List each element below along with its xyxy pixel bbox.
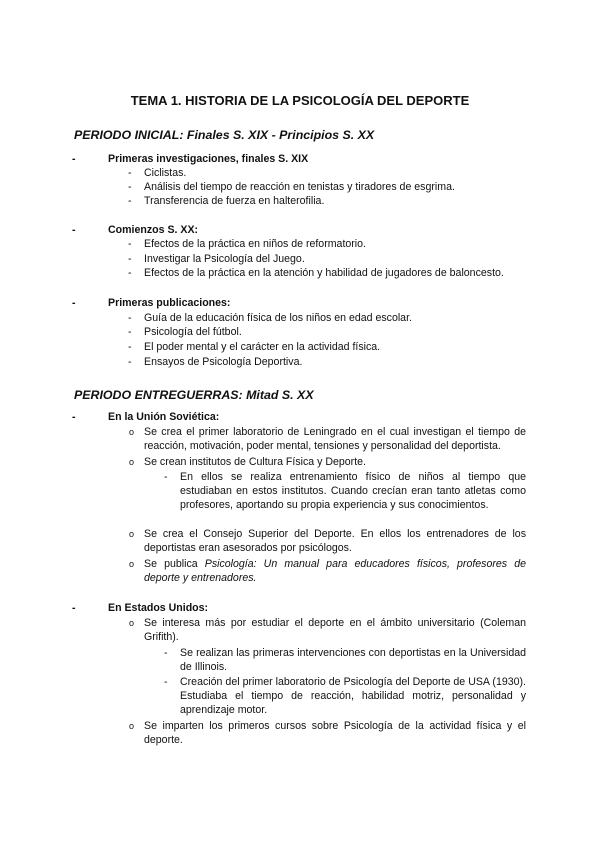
group-title-union-sovietica: - En la Unión Soviética: xyxy=(108,410,219,424)
list-item: - Creación del primer laboratorio de Psicología del Deporte de USA (1930). Estudiaba el tiempo de reacción, habilidad motriz, personalidad y aprendizaje motor. xyxy=(180,675,526,717)
list-item: - Efectos de la práctica en la atención y habilidad de jugadores de baloncesto. xyxy=(144,266,504,280)
list-item: o Se crea el Consejo Superior del Deporte. En ellos los entrenadores de los deportistas eran asesorados por psicólogos. xyxy=(144,527,526,555)
list-item xyxy=(144,557,526,585)
group-title-investigaciones: - Primeras investigaciones, finales S. XIX xyxy=(108,152,308,166)
list-item: o Se imparten los primeros cursos sobre Psicología de la actividad física y el deporte. xyxy=(144,719,526,747)
group-title-estados-unidos: - En Estados Unidos: xyxy=(108,601,208,615)
list-item: o Se crea el primer laboratorio de Leningrado en el cual investigan el tiempo de reacción, motivación, poder mental, tensiones y personalidad del deportista. xyxy=(144,425,526,453)
list-item: - En ellos se realiza entrenamiento físico de niños al tiempo que estudiaban en estos institutos. Cuando crecían eran tanto atletas como profesores, aportando su propia experiencia y sus conocimientos. xyxy=(180,470,526,512)
list-item: - Transferencia de fuerza en halterofilia. xyxy=(144,194,324,208)
list-item: - Investigar la Psicología del Juego. xyxy=(144,252,305,266)
list-item: o Se interesa más por estudiar el deporte en el ámbito universitario (Coleman Grifith). xyxy=(144,616,526,644)
list-item: - Ensayos de Psicología Deportiva. xyxy=(144,355,302,369)
publication-prefix: Se publica xyxy=(144,558,205,570)
group-title-publicaciones: - Primeras publicaciones: xyxy=(108,296,230,310)
section-heading-periodo-inicial: PERIODO INICIAL: Finales S. XIX - Principios S. XX xyxy=(74,128,375,142)
list-item: - Ciclistas. xyxy=(144,166,186,180)
section-heading-entreguerras: PERIODO ENTREGUERRAS: Mitad S. XX xyxy=(74,388,314,402)
group-title-comienzos: - Comienzos S. XX: xyxy=(108,223,198,237)
publication-title: Psicología: Un manual para educadores físicos, profesores de deporte y entrenadores. xyxy=(144,558,526,584)
page-title: TEMA 1. HISTORIA DE LA PSICOLOGÍA DEL DEPORTE xyxy=(130,93,470,108)
list-item: - Guía de la educación física de los niños en edad escolar. xyxy=(144,311,412,325)
list-item: - Efectos de la práctica en niños de reformatorio. xyxy=(144,237,366,251)
list-item: o Se crean institutos de Cultura Física y Deporte. xyxy=(144,455,366,469)
list-item: - Psicología del fútbol. xyxy=(144,325,242,339)
list-item: - Análisis del tiempo de reacción en tenistas y tiradores de esgrima. xyxy=(144,180,455,194)
list-item: - Se realizan las primeras intervenciones con deportistas en la Universidad de Illinois. xyxy=(180,646,526,674)
list-item: - El poder mental y el carácter en la actividad física. xyxy=(144,340,380,354)
